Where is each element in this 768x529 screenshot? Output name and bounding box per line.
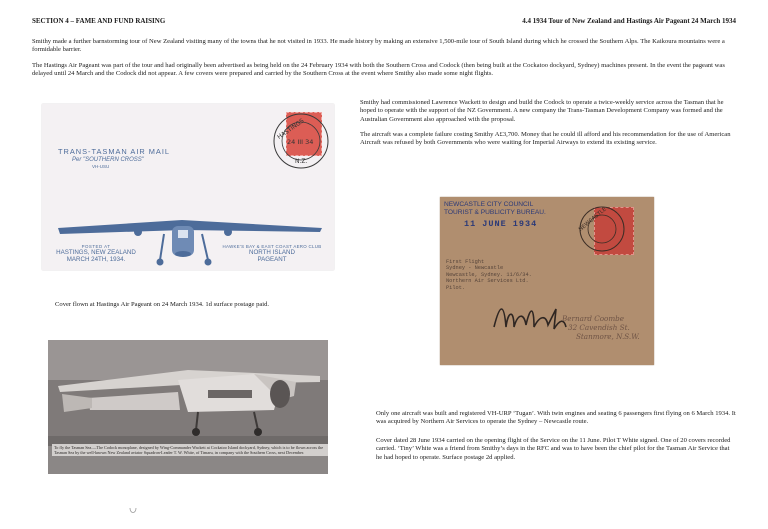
typed-line-1: First Flight <box>446 259 485 265</box>
club-line-2: NORTH ISLAND <box>249 249 295 256</box>
cover-caption: Cover flown at Hastings Air Pageant on 24 March 1934. 1d surface postage paid. <box>55 301 270 308</box>
postmark-date: 24 III 34 <box>287 138 314 146</box>
postmark-town: HASTINGS <box>276 117 306 141</box>
failure-paragraph: The aircraft was a complete failure costing Smithy A£3,700. Money that he could ill afford and his recommendation for the use of American Aircraft was refused by both Governments who were waiting for Imperial Airways to extend its existing service. <box>360 131 731 147</box>
hastings-cover <box>42 104 334 270</box>
aero-club-cachet <box>210 244 334 263</box>
pageant-paragraph: The Hastings Air Pageant was part of the tour and had originally been advertised as being held on the 24 February 1934 with both the Southern Cross and Codock (then being built at the Cockatoo dockyard, Sydney) machines present. In the event the pageant was delayed until 24 March and the Codock did not appear. A few covers were prepared and carried by the Southern Cross at the event where Smithy also made some night flights. <box>32 62 725 78</box>
hastings-postmark <box>270 110 332 172</box>
airmail-cachet <box>58 147 188 169</box>
posted-at-cachet <box>50 244 142 263</box>
aircraft-paragraph: Only one aircraft was built and registered VH-URP ‘Tugan’. With twin engines and seating 6 passengers first flying on 6 March 1934. It was acquired by Northern Air Services to operate the Sydney – Newcastle route. <box>376 410 736 426</box>
council-line-2: TOURIST & PUBLICITY BUREAU. <box>444 208 546 216</box>
address-line-2: 32 Cavendish St. <box>568 323 630 332</box>
codock-photo <box>48 340 328 446</box>
posted-line-2: HASTINGS, NEW ZEALAND <box>56 249 136 256</box>
typed-line-3: Newcastle, Sydney. 11/6/34. <box>446 271 532 278</box>
typed-line-5: Pilot. <box>446 284 466 291</box>
postmark-country: N.Z. <box>295 158 308 165</box>
page-header <box>32 17 736 29</box>
page-mark <box>128 506 138 516</box>
council-line-1: NEWCASTLE CITY COUNCIL <box>444 201 534 208</box>
council-cachet <box>444 201 564 216</box>
address-line-1: Bernard Coombe <box>562 314 625 323</box>
posted-line-1: POSTED AT <box>81 244 111 249</box>
codock-paragraph: Smithy had commissioned Lawrence Wackett to design and build the Codock to operate a twice-weekly service across the Tasman that he hoped to operate with the support of the NZ Government. A new company the Trans-Tasman Development Company was formed and the Australian Government also approached with the proposal. <box>360 99 724 123</box>
cover-dated-paragraph: Cover dated 28 June 1934 carried on the opening flight of the Service on the 11 June. Pilot T White signed. One of 20 covers recorded carried. ‘Tiny’ White was a friend from Smithy’s days in the RFC and was to have been the chief pilot for the Tasman Air Service that he had hoped to operate. Surface postage 2d applied. <box>376 437 731 461</box>
typed-inscription <box>446 259 532 291</box>
airmail-registration: VH-USU <box>92 164 110 169</box>
pilot-signature <box>490 297 570 337</box>
club-line-1: HAWKE'S BAY & EAST COAST AERO CLUB <box>222 244 322 249</box>
intro-paragraph: Smithy made a further barnstorming tour of New Zealand visiting many of the towns that he not visited in 1933. He made history by making an extensive 1,500-mile tour of South Island during which he crossed the Southern Alps. The Kaikoura mountains were a formidable barrier. <box>32 38 725 54</box>
posted-line-3: MARCH 24TH, 1934. <box>66 256 126 263</box>
clipping-caption: To fly the Tasman Sea.—The Codock monoplane, designed by Wing-Commander Wackett at Cockatoo Island dockyard, Sydney, which is to be flown across the Tasman Sea by the well-known New Zealand aviator Squadron-Leader T. W. White, of Timaru, in company with the Southern Cross, next December. <box>52 444 328 456</box>
address-line-3: Stanmore, N.S.W. <box>576 332 640 341</box>
section-title: SECTION 4 – FAME AND FUND RAISING <box>32 17 166 25</box>
postmark-town-2: NEWCASTLE <box>577 206 608 233</box>
typed-line-4: Northern Air Services Ltd. <box>446 278 529 285</box>
newcastle-postmark <box>576 203 628 255</box>
date-stamp: 11 JUNE 1934 <box>464 219 538 229</box>
address-block <box>562 314 640 341</box>
typed-line-2: Sydney - Newcastle <box>446 265 504 272</box>
airmail-title: TRANS-TASMAN AIR MAIL <box>58 147 171 156</box>
club-line-3: PAGEANT <box>257 256 287 263</box>
newcastle-cover <box>440 197 654 365</box>
airmail-per: Per "SOUTHERN CROSS" <box>72 157 144 163</box>
page-title: 4.4 1934 Tour of New Zealand and Hastings Air Pageant 24 March 1934 <box>522 17 736 25</box>
newspaper-clipping <box>48 340 328 474</box>
